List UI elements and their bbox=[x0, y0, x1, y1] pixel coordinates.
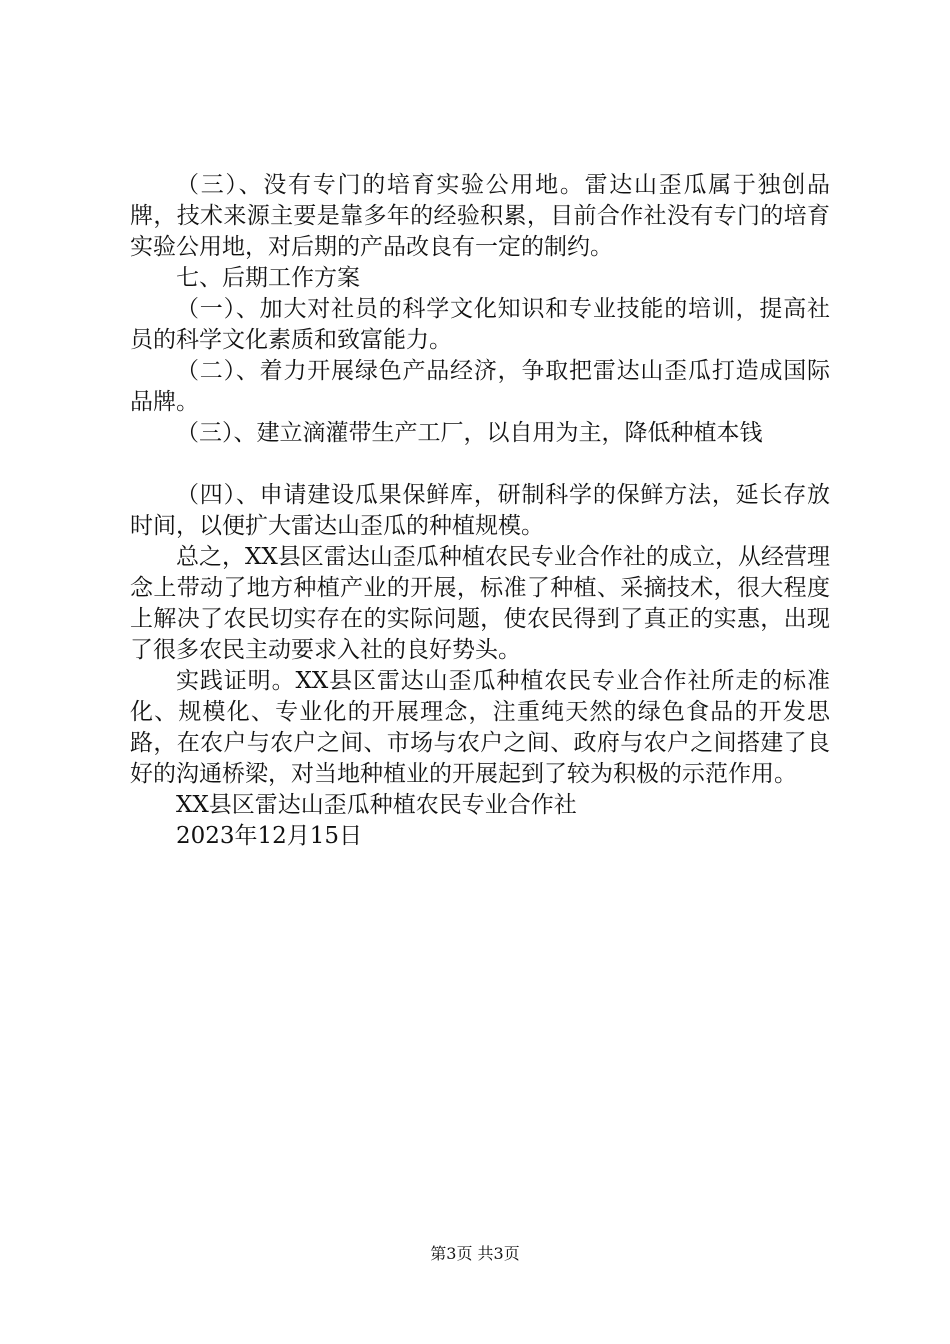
paragraph-plan-three: （三）、建立滴灌带生产工厂，以自用为主，降低种植本钱 bbox=[176, 420, 763, 446]
paragraph-plan-one: （一）、加大对社员的科学文化知识和专业技能的培训，提高社员的科学文化素质和致富能力。 bbox=[130, 296, 830, 353]
paragraph-summary: 总之，XX县区雷达山歪瓜种植农民专业合作社的成立，从经营理念上带动了地方种植产业的开展，标准了种植、采摘技术，很大程度上解决了农民切实存在的实际问题，使农民得到了真正的实惠，出现了很多农民主动要求入社的良好势头。 bbox=[130, 544, 830, 663]
document-body bbox=[130, 170, 830, 852]
paragraph-plan-four: （四）、申请建设瓜果保鲜库，研制科学的保鲜方法，延长存放时间，以便扩大雷达山歪瓜的种植规模。 bbox=[130, 482, 830, 539]
page-number-footer: 第3页 共3页 bbox=[430, 1244, 520, 1263]
section-heading-later-plan: 七、后期工作方案 bbox=[176, 265, 360, 291]
paragraph-plan-two: （二）、着力开展绿色产品经济，争取把雷达山歪瓜打造成国际品牌。 bbox=[130, 358, 830, 415]
paragraph-conclusion: 实践证明。XX县区雷达山歪瓜种植农民专业合作社所走的标准化、规模化、专业化的开展理念，注重纯天然的绿色食品的开发思路，在农户与农户之间、市场与农户之间、政府与农户之间搭建了良好的沟通桥梁，对当地种植业的开展起到了较为积极的示范作用。 bbox=[130, 668, 830, 787]
signature-organization: XX县区雷达山歪瓜种植农民专业合作社 bbox=[176, 792, 577, 818]
signature-date: 2023年12月15日 bbox=[176, 823, 363, 849]
paragraph-section-three-issue: （三）、没有专门的培育实验公用地。雷达山歪瓜属于独创品牌，技术来源主要是靠多年的经验积累，目前合作社没有专门的培育实验公用地，对后期的产品改良有一定的制约。 bbox=[130, 172, 830, 260]
